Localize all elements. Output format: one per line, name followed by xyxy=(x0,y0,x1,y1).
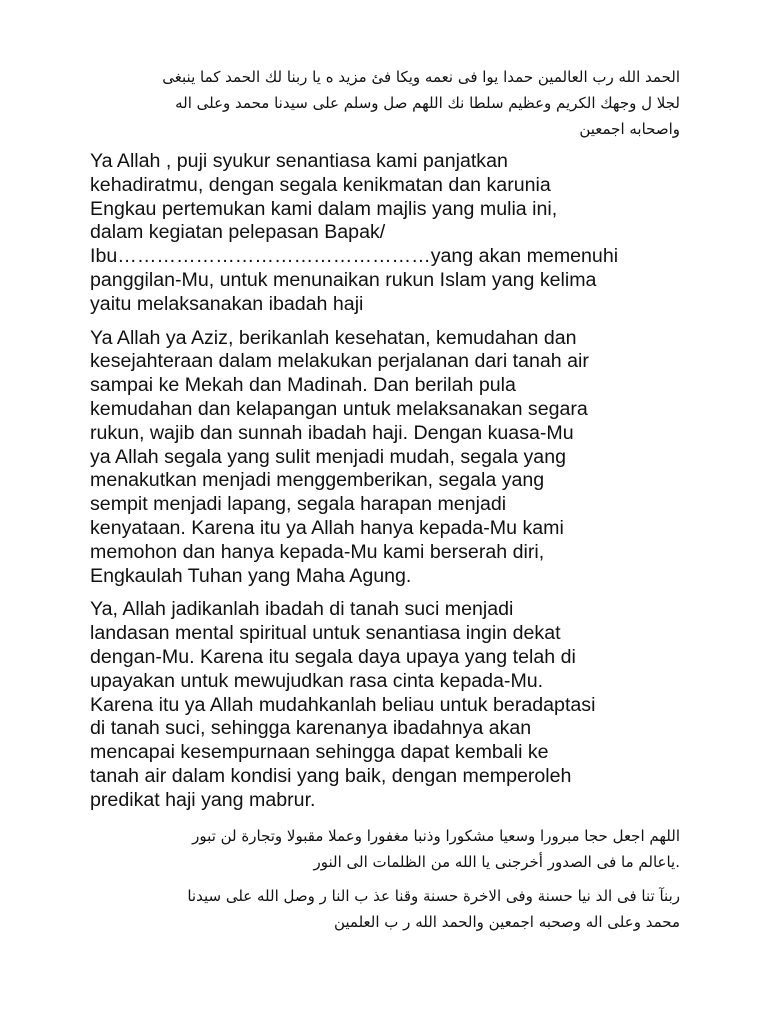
text-line: dalam kegiatan pelepasan Bapak/ xyxy=(90,221,386,244)
paragraph-supplication-worship xyxy=(90,598,680,812)
text-line: Ya Allah , puji syukur senantiasa kami panjatkan xyxy=(90,150,508,172)
text-line: di tanah suci, sehingga karenanya ibadahnya akan xyxy=(90,717,532,740)
arabic-line: واصحابه اجمعين xyxy=(579,120,680,138)
text-line: yaitu melaksanakan ibadah haji xyxy=(90,292,364,315)
text-line: kenyataan. Karena itu ya Allah hanya kepada-Mu kami xyxy=(90,516,564,539)
text-line: kemudahan dan kelapangan untuk melaksanakan segara xyxy=(90,397,588,420)
text-line: upayakan untuk mewujudkan rasa cinta kepada-Mu. xyxy=(90,669,544,692)
opening-arabic-prayer xyxy=(90,64,680,142)
arabic-line: الحمد الله رب العالمين حمدا يوا فى نعمه ويكا فئ مزيد ه يا ربنا لك الحمد كما ينبغى xyxy=(162,68,680,86)
text-line: sempit menjadi lapang, segala harapan menjadi xyxy=(90,493,507,516)
text-line: kehadiratmu, dengan segala kenikmatan dan karunia xyxy=(90,173,551,196)
text-line: Karena itu ya Allah mudahkanlah beliau untuk beradaptasi xyxy=(90,693,596,716)
paragraph-supplication-journey xyxy=(90,327,680,589)
text-line: mencapai kesempurnaan sehingga dapat kembali ke xyxy=(90,741,549,764)
text-line: menakutkan menjadi menggemberikan, segala yang xyxy=(90,469,545,492)
text-line: Ibu…………………………………………yang akan memenuhi xyxy=(90,245,619,268)
arabic-line: لجلا ل وجهك الكريم وعظيم سلطا نك اللهم صل وسلم على سيدنا محمد وعلى اله xyxy=(175,94,680,112)
text-line: Engkaulah Tuhan yang Maha Agung. xyxy=(90,564,412,587)
text-line: dengan-Mu. Karena itu segala daya upaya yang telah di xyxy=(90,645,576,668)
text-line: Ya, Allah jadikanlah ibadah di tanah suci menjadi xyxy=(90,598,514,621)
text-line: memohon dan hanya kepada-Mu kami berserah diri, xyxy=(90,540,545,563)
arabic-line: .ياعالم ما فى الصدور أخرجنى يا الله من الظلمات الى النور xyxy=(313,852,680,871)
text-line: landasan mental spiritual untuk senantiasa ingin dekat xyxy=(90,622,561,645)
document-content xyxy=(90,64,680,935)
arabic-line: اللهم اجعل حجا مبرورا وسعيا مشكورا وذنبا مغفورا وعملا مقبولا وتجارة لن تبور xyxy=(192,826,680,845)
arabic-line: محمد وعلى اله وصحبه اجمعين والحمد الله ر ب العلمين xyxy=(333,912,680,931)
text-line: kesejahteraan dalam melakukan perjalanan dari tanah air xyxy=(90,350,589,373)
text-line: panggilan-Mu, untuk menunaikan rukun Islam yang kelima xyxy=(90,268,597,291)
text-line: Engkau pertemukan kami dalam majlis yang mulia ini, xyxy=(90,197,558,220)
text-line: sampai ke Mekah dan Madinah. Dan berilah pula xyxy=(90,374,516,397)
paragraph-praise xyxy=(90,150,680,317)
text-line: tanah air dalam kondisi yang baik, dengan memperoleh xyxy=(90,764,572,787)
text-line: ya Allah segala yang sulit menjadi mudah, segala yang xyxy=(90,445,566,468)
closing-arabic-prayer-1 xyxy=(90,823,680,875)
arabic-line: ربنآ تنا فى الد نيا حسنة وفى الاخرة حسنة وقنا عذ ب النا ر وصل الله على سيدنا xyxy=(187,886,680,905)
text-line: rukun, wajib dan sunnah ibadah haji. Dengan kuasa-Mu xyxy=(90,421,574,444)
text-line: predikat haji yang mabrur. xyxy=(90,788,316,811)
text-line: Ya Allah ya Aziz, berikanlah kesehatan, kemudahan dan xyxy=(90,326,577,349)
closing-arabic-prayer-2 xyxy=(90,883,680,935)
